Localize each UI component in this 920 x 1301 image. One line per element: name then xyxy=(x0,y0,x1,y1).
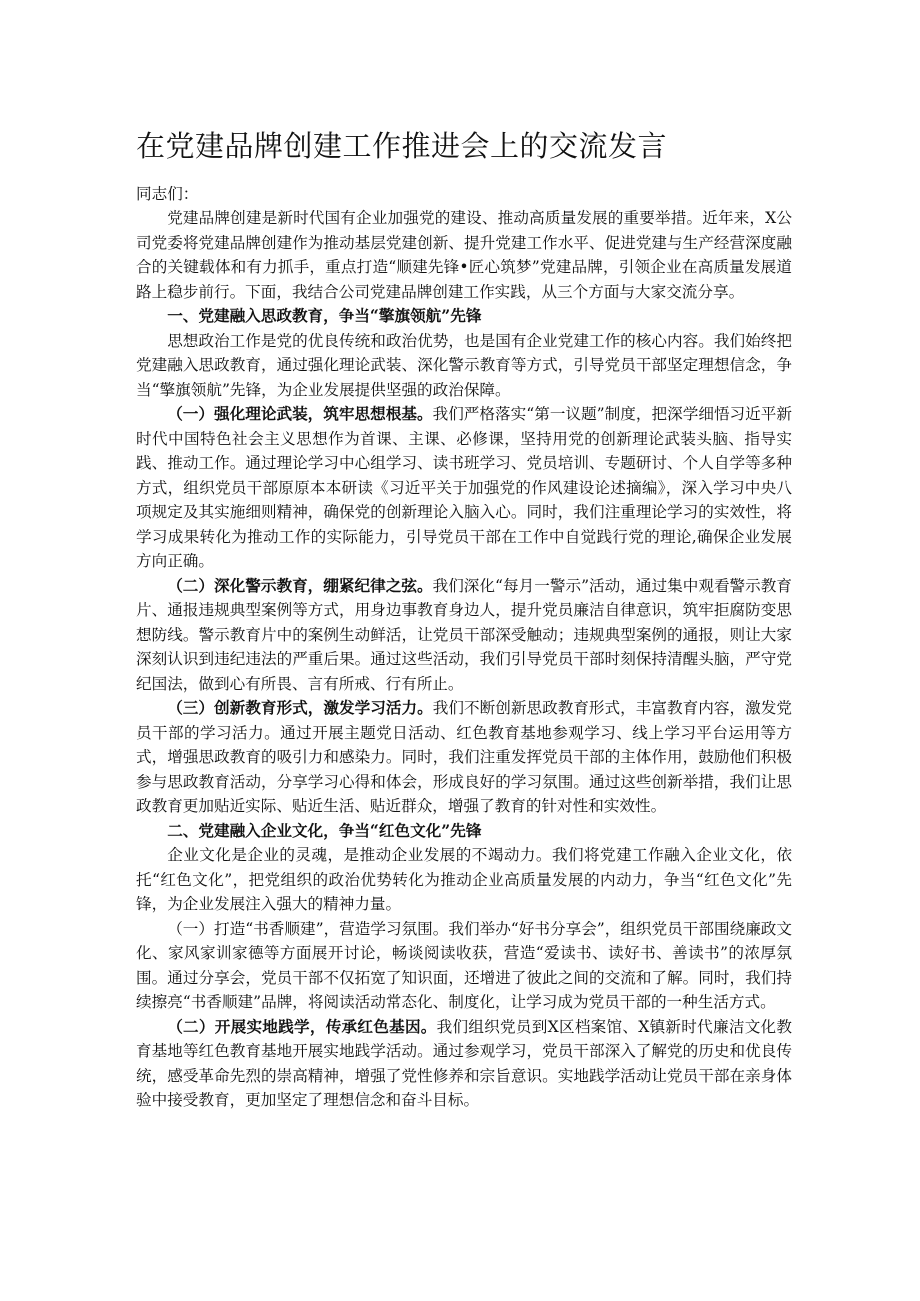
section-1-item-2 xyxy=(136,574,792,697)
salutation: 同志们： xyxy=(136,185,199,203)
section-1-item-3-text: 我们不断创新思政教育形式，丰富教育内容，激发党员干部的学习活力。通过开展主题党日活动、红色教育基地参观学习、线上学习平台运用等方式，增强思政教育的吸引力和感染力。同时，我们注重发挥党员干部的主体作用，鼓励他们积极参与思政教育活动，分享学习心得和体会，形成良好的学习氛围。通过这些创新举措，我们让思政教育更加贴近实际、贴近生活、贴近群众，增强了教育的针对性和实效性。 xyxy=(136,699,792,815)
section-2-item-1: （一）打造“书香顺建”，营造学习氛围。我们举办“好书分享会”，组织党员干部围绕廉政文化、家风家训家德等方面展开讨论，畅谈阅读收获，营造“爱读书、读好书、善读书”的浓厚氛围。通过分享会，党员干部不仅拓宽了知识面，还增进了彼此之间的交流和了解。同时，我们持续擦亮“书香顺建”品牌，将阅读活动常态化、制度化，让学习成为党员干部的一种生活方式。 xyxy=(136,919,792,1011)
document-page xyxy=(136,126,792,1113)
document-title: 在党建品牌创建工作推进会上的交流发言 xyxy=(136,129,668,163)
section-1-item-1-lead: （一）强化理论武装，筑牢思想根基。 xyxy=(167,404,433,423)
section-1-item-3 xyxy=(136,696,792,819)
section-1-item-1 xyxy=(136,402,792,574)
section-2-item-2-text: 我们组织党员到X区档案馆、X镇新时代廉洁文化教育基地等红色教育基地开展实地践学活动。通过参观学习，党员干部深入了解党的历史和优良传统，感受革命先烈的崇高精神，增强了党性修养和宗旨意识。实地践学活动让党员干部在亲身体验中接受教育，更加坚定了理想信念和奋斗目标。 xyxy=(136,1017,792,1109)
section-1-intro: 思想政治工作是党的优良传统和政治优势，也是国有企业党建工作的核心内容。我们始终把党建融入思政教育，通过强化理论武装、深化警示教育等方式，引导党员干部坚定理想信念，争当“擎旗领航”先锋，为企业发展提供坚强的政治保障。 xyxy=(136,331,792,399)
section-1-item-2-text: 我们深化“每月一警示”活动，通过集中观看警示教育片、通报违规典型案例等方式，用身边事教育身边人，提升党员廉洁自律意识，筑牢拒腐防变思想防线。警示教育片中的案例生动鲜活，让党员干部深受触动；违规典型案例的通报，则让大家深刻认识到违纪违法的严重后果。通过这些活动，我们引导党员干部时刻保持清醒头脑，严守党纪国法，做到心有所畏、言有所戒、行有所止。 xyxy=(136,576,792,693)
section-1-heading: 一、党建融入思政教育，争当“擎旗领航”先锋 xyxy=(167,306,482,325)
intro-paragraph: 党建品牌创建是新时代国有企业加强党的建设、推动高质量发展的重要举措。近年来，X公司党委将党建品牌创建作为推动基层党建创新、提升党建工作水平、促进党建与生产经营深度融合的关键载体和有力抓手，重点打造“顺建先锋•匠心筑梦”党建品牌，引领企业在高质量发展道路上稳步前行。下面，我结合公司党建品牌创建工作实践，从三个方面与大家交流分享。 xyxy=(136,209,792,301)
section-1-item-2-lead: （二）深化警示教育，绷紧纪律之弦。 xyxy=(167,575,433,595)
section-2-heading: 二、党建融入企业文化，争当“红色文化”先锋 xyxy=(167,820,482,840)
section-2-item-2-lead: （二）开展实地践学，传承红色基因。 xyxy=(167,1016,437,1036)
section-2-item-2 xyxy=(136,1015,792,1113)
section-1-item-3-lead: （三）创新教育形式，激发学习活力。 xyxy=(167,698,433,717)
section-1-item-1-text: 我们严格落实“第一议题”制度，把深学细悟习近平新时代中国特色社会主义思想作为首课、主课、必修课，坚持用党的创新理论武装头脑、指导实践、推动工作。通过理论学习中心组学习、读书班学习、党员培训、专题研讨、个人自学等多种方式，组织党员干部原原本本研读《习近平关于加强党的作风建设论述摘编》，深入学习中央八项规定及其实施细则精神，确保党的创新理论入脑入心。同时，我们注重理论学习的实效性，将学习成果转化为推动工作的实际能力，引导党员干部在工作中自觉践行党的理论,确保企业发展方向正确。 xyxy=(136,405,792,570)
section-2-intro: 企业文化是企业的灵魂，是推动企业发展的不竭动力。我们将党建工作融入企业文化，依托“红色文化”，把党组织的政治优势转化为推动企业高质量发展的内动力，争当“红色文化”先锋，为企业发展注入强大的精神力量。 xyxy=(136,846,792,913)
